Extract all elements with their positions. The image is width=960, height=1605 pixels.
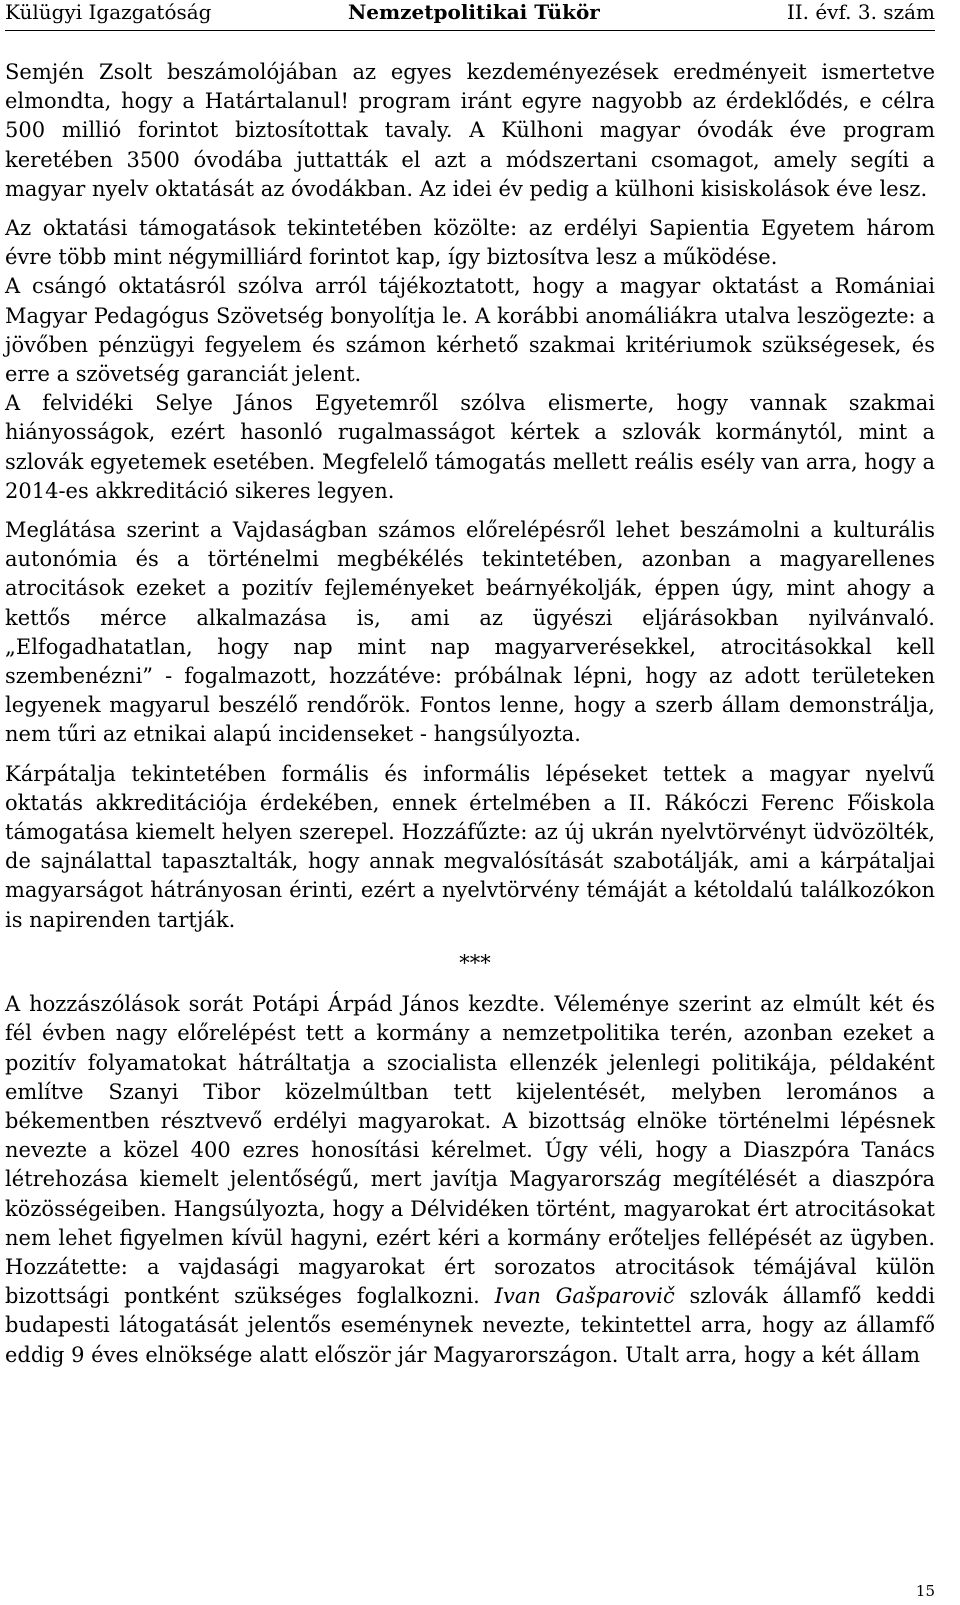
paragraph-2: Az oktatási támogatások tekintetében közölte: az erdélyi Sapientia Egyetem három évre több mint négymilliárd forintot kap, így biztosítva lesz a működése.: [5, 216, 935, 270]
article-body: [5, 58, 935, 1370]
paragraph-6: Kárpátalja tekintetében formális és informális lépéseket tettek a magyar nyelvű oktatás akkreditációja érdekében, ennek értelmében a II. Rákóczi Ferenc Főiskola támogatása kiemelt helyen szerepel. Hozzáfűzte: az új ukrán nyelvtörvényt üdvözölték, de sajnálattal tapasztalták, hogy annak megvalósítását szabotálják, ami a kárpátaljai magyarságot hátrányosan érinti, ezért a nyelvtörvény témáját a kétoldalú találkozókon is napirenden tartják.: [5, 761, 935, 932]
italic-person-name: Ivan Gašparovič: [494, 1284, 675, 1309]
paragraph-4: A felvidéki Selye János Egyetemről szólva elismerte, hogy vannak szakmai hiányosságok, ezért hasonló rugalmasságot kértek a szlovák kormánytól, mint a szlovák egyetemek esetében. Megfelelő támogatás mellett reális esély van arra, hogy a 2014-es akkreditáció sikeres legyen.: [5, 391, 935, 503]
page-header: [5, 0, 935, 31]
paragraph-3: A csángó oktatásról szólva arról tájékoztatott, hogy a magyar oktatást a Romániai Magyar Pedagógus Szövetség bonyolítja le. A korábbi anomáliákra utalva leszögezte: a jövőben pénzügyi fegyelem és számon kérhető szakmai kritériumok szükségesek, és erre a szövetség garanciát jelent.: [5, 274, 935, 387]
page-number: 15: [915, 1582, 935, 1600]
paragraph-7: [5, 990, 935, 1370]
paragraph-7-text: A hozzászólások sorát Potápi Árpád János kezdte. Véleménye szerint az elmúlt két és fél évben nagy előrelépést tett a kormány a nemzetpolitika terén, azonban ezeket a pozitív folyamatokat hátráltatja a szocialista ellenzék jelenlegi politikája, példaként említve Szanyi Tibor közelmúltban tett kijelentését, melyben leromános a békementben résztvevő erdélyi magyarokat. A bizottság elnöke történelmi lépésnek nevezte a közel 400 ezres honosítási kérelmet. Úgy véli, hogy a Diaszpóra Tanács létrehozása kiemelt jelentőségű, mert javítja Magyarország megítélését a diaszpóra közösségeiben. Hangsúlyozta, hogy a Délvidéken történt, magyarokat ért atrocitásokat nem lehet figyelmen kívül hagyni, ezért kéri a kormány erőteljes fellépését az ügyben. Hozzátette: a vajdasági magyarokat ért sorozatos atrocitások témájával külön bizottsági pontként szükséges foglalkozni.: [5, 992, 935, 1309]
section-separator: ***: [459, 950, 491, 975]
header-publication-title: Nemzetpolitikai Tükör: [348, 0, 600, 24]
paragraph-1: Semjén Zsolt beszámolójában az egyes kezdeményezések eredményeit ismertetve elmondta, hogy a Határtalanul! program iránt egyre nagyobb az érdeklődés, e célra 500 millió forintot biztosítottak tavaly. A Külhoni magyar óvodák éve program keretében 3500 óvodába juttatták el azt a módszertani csomagot, amely segíti a magyar nyelv oktatását az óvodákban. Az idei év pedig a külhoni kisiskolások éve lesz.: [5, 60, 935, 201]
header-institution: Külügyi Igazgatóság: [5, 0, 212, 24]
paragraph-7-continuation: szlovák államfő keddi budapesti látogatását jelentős eseménynek nevezte, tekintettel arra, hogy az államfő eddig 9 éves elnöksége alatt először jár Magyarországon. Utalt arra, hogy a két állam: [5, 1284, 935, 1367]
paragraph-5: Meglátása szerint a Vajdaságban számos előrelépésről lehet beszámolni a kulturális autonómia és a történelmi megbékélés tekintetében, azonban a magyarellenes atrocitások ezeket a pozitív fejleményeket beárnyékolják, éppen úgy, mint ahogy a kettős mérce alkalmazása is, ami az ügyészi eljárásokban nyilvánvaló. „Elfogadhatatlan, hogy nap mint nap magyarverésekkel, atrocitásokkal kell szembenézni” - fogalmazott, hozzátéve: próbálnak lépni, hogy az adott területeken legyenek magyarul beszélő rendőrök. Fontos lenne, hogy a szerb állam demonstrálja, nem tűri az etnikai alapú incidenseket - hangsúlyozta.: [5, 518, 935, 747]
header-issue: II. évf. 3. szám: [786, 0, 935, 24]
